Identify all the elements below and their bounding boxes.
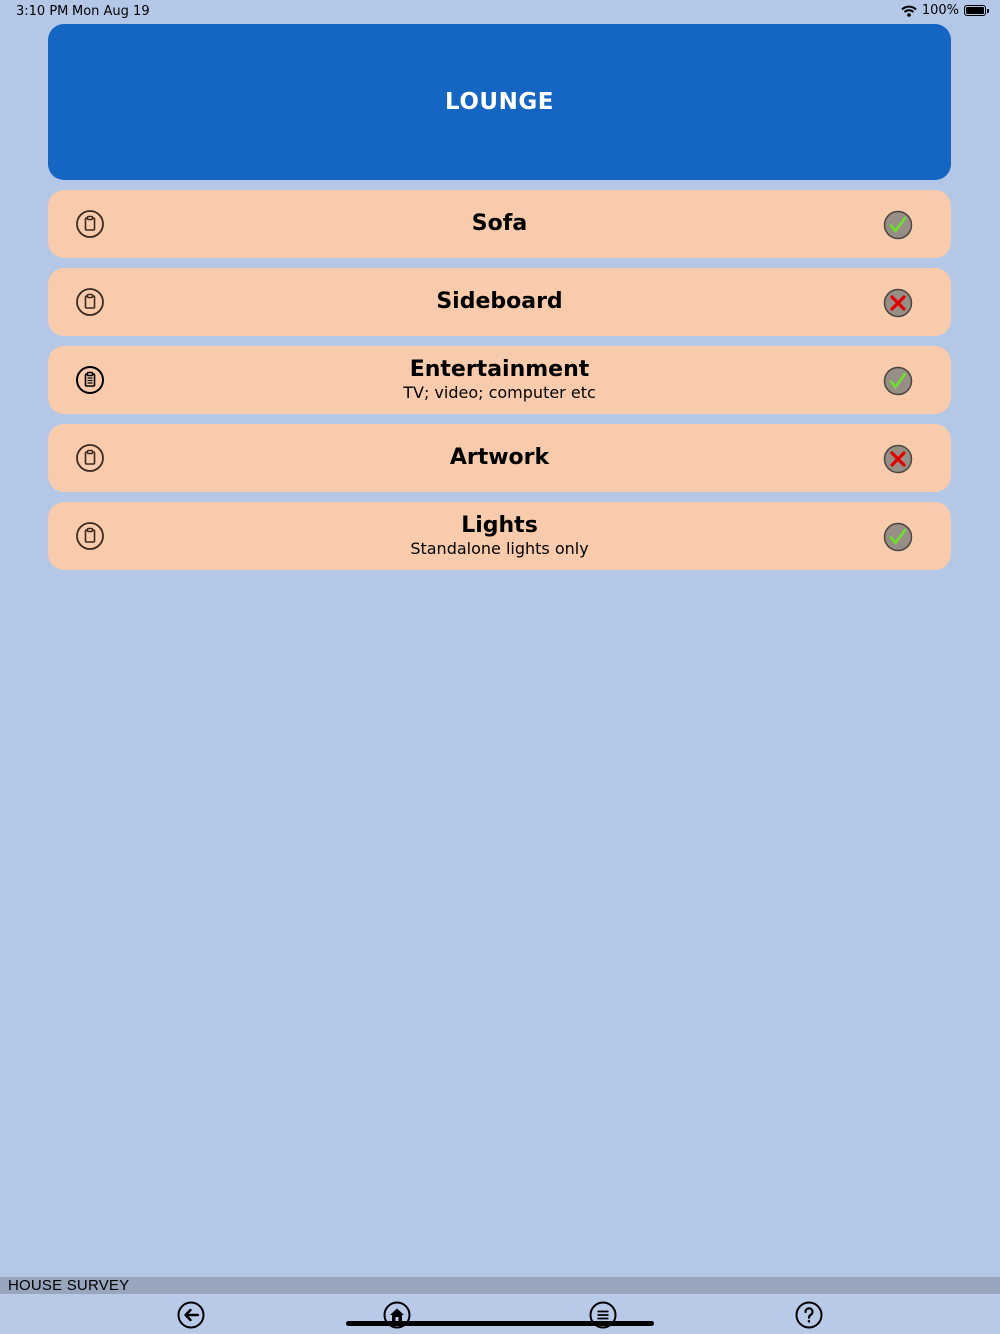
clipboard-list-icon[interactable]	[76, 366, 104, 394]
item-texts	[168, 190, 831, 258]
wifi-icon	[901, 5, 917, 17]
item-texts	[168, 502, 831, 570]
check-icon[interactable]	[883, 522, 913, 552]
room-title: LOUNGE	[445, 89, 554, 115]
app-name-bar	[0, 1277, 1000, 1294]
bottom-nav	[0, 1294, 1000, 1334]
check-icon[interactable]	[883, 366, 913, 396]
clipboard-empty-icon[interactable]	[76, 444, 104, 472]
item-title: Sideboard	[436, 289, 563, 314]
status-bar	[0, 0, 1000, 24]
item-subtitle: TV; video; computer etc	[403, 383, 596, 402]
home-indicator	[346, 1321, 654, 1326]
list-item-artwork[interactable]	[48, 424, 951, 492]
check-icon[interactable]	[883, 210, 913, 240]
list-item-sideboard[interactable]	[48, 268, 951, 336]
cross-icon[interactable]	[883, 288, 913, 318]
app-name: HOUSE SURVEY	[8, 1277, 130, 1294]
item-texts	[168, 346, 831, 414]
cross-icon[interactable]	[883, 444, 913, 474]
clipboard-empty-icon[interactable]	[76, 210, 104, 238]
item-title: Sofa	[471, 211, 528, 236]
room-header	[48, 24, 951, 180]
help-icon[interactable]	[795, 1301, 823, 1329]
list-item-entertainment[interactable]	[48, 346, 951, 414]
item-title: Entertainment	[409, 357, 590, 382]
clipboard-empty-icon[interactable]	[76, 288, 104, 316]
status-date: Mon Aug 19	[72, 4, 150, 19]
item-texts	[168, 268, 831, 336]
item-texts	[168, 424, 831, 492]
list-item-sofa[interactable]	[48, 190, 951, 258]
clipboard-empty-icon[interactable]	[76, 522, 104, 550]
battery-icon	[964, 5, 986, 16]
status-right	[901, 3, 986, 18]
status-time: 3:10 PM	[16, 4, 69, 19]
item-title: Lights	[461, 513, 538, 538]
list-item-lights[interactable]	[48, 502, 951, 570]
item-subtitle: Standalone lights only	[410, 539, 589, 558]
battery-percent: 100%	[921, 3, 959, 18]
item-title: Artwork	[449, 445, 550, 470]
back-icon[interactable]	[177, 1301, 205, 1329]
